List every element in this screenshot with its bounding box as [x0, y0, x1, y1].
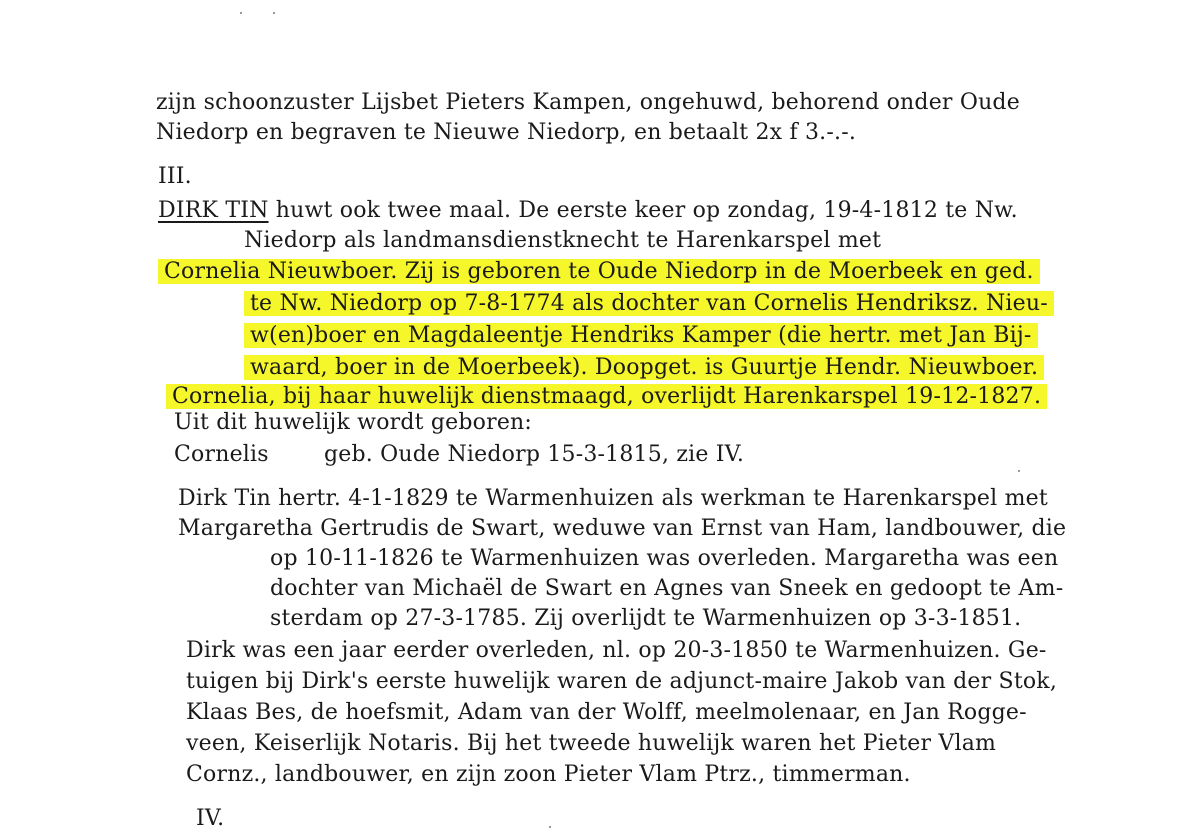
scan-speck — [549, 826, 551, 828]
child-entry — [174, 440, 744, 470]
witnesses-line-2: tuigen bij Dirk's eerste huwelijk waren de adjunct-maire Jakob van der Stok, — [186, 669, 1058, 694]
highlight-mark: waard, boer in de Moerbeek). Doopget. is Guurtje Hendr. Nieuwboer. — [244, 355, 1044, 380]
child-details: geb. Oude Niedorp 15-3-1815, zie IV. — [324, 442, 745, 467]
intro-line-2: Niedorp en begraven te Nieuwe Niedorp, en betaalt 2x f 3.-.-. — [156, 120, 857, 145]
section-iv-heading: IV. — [196, 806, 225, 831]
highlighted-line-3 — [244, 321, 1038, 351]
scan-speck — [240, 12, 242, 14]
highlighted-line-2 — [244, 289, 1054, 319]
highlight-mark: w(en)boer en Magdaleentje Hendriks Kamper (die hertr. met Jan Bij- — [244, 323, 1038, 348]
marriage2-line-3: op 10-11-1826 te Warmenhuizen was overleden. Margaretha was een — [270, 546, 1059, 571]
scan-speck — [1018, 470, 1020, 472]
scan-speck — [273, 12, 275, 14]
child-name: Cornelis — [174, 442, 269, 467]
marriage1-line-2: Niedorp als landmansdienstknecht te Harenkarspel met — [244, 228, 882, 253]
marriage2-line-2: Margaretha Gertrudis de Swart, weduwe van Ernst van Ham, landbouwer, die — [178, 516, 1067, 541]
section-iii-heading: III. — [158, 164, 192, 189]
marriage1-lead-text: huwt ook twee maal. De eerste keer op zondag, 19-4-1812 te Nw. — [268, 198, 1018, 223]
highlight-mark: Cornelia Nieuwboer. Zij is geboren te Oude Niedorp in de Moerbeek en ged. — [158, 259, 1040, 284]
witnesses-line-4: veen, Keiserlijk Notaris. Bij het tweede huwelijk waren het Pieter Vlam — [186, 731, 997, 756]
highlight-mark: te Nw. Niedorp op 7-8-1774 als dochter van Cornelis Hendriksz. Nieu- — [244, 291, 1054, 316]
marriage2-line-5: sterdam op 27-3-1785. Zij overlijdt te Warmenhuizen op 3-3-1851. — [270, 606, 1022, 631]
children-intro: Uit dit huwelijk wordt geboren: — [174, 410, 533, 435]
marriage2-line-4: dochter van Michaël de Swart en Agnes van Sneek en gedoopt te Am- — [270, 576, 1064, 601]
witnesses-line-1: Dirk was een jaar eerder overleden, nl. op 20-3-1850 te Warmenhuizen. Ge- — [186, 638, 1047, 663]
highlight-mark: Cornelia, bij haar huwelijk dienstmaagd, overlijdt Harenkarspel 19-12-1827. — [166, 384, 1047, 409]
marriage1-line-1 — [158, 196, 1018, 226]
witnesses-line-3: Klaas Bes, de hoefsmit, Adam van der Wolff, meelmolenaar, en Jan Rogge- — [186, 700, 1027, 725]
intro-line-1: zijn schoonzuster Lijsbet Pieters Kampen, ongehuwd, behorend onder Oude — [156, 90, 1020, 115]
witnesses-line-5: Cornz., landbouwer, en zijn zoon Pieter Vlam Ptrz., timmerman. — [186, 762, 911, 787]
marriage2-line-1: Dirk Tin hertr. 4-1-1829 te Warmenhuizen als werkman te Harenkarspel met — [178, 486, 1048, 511]
highlighted-line-4 — [244, 353, 1044, 383]
highlighted-line-1 — [158, 257, 1040, 287]
person-name-dirk-tin: DIRK TIN — [158, 198, 269, 223]
